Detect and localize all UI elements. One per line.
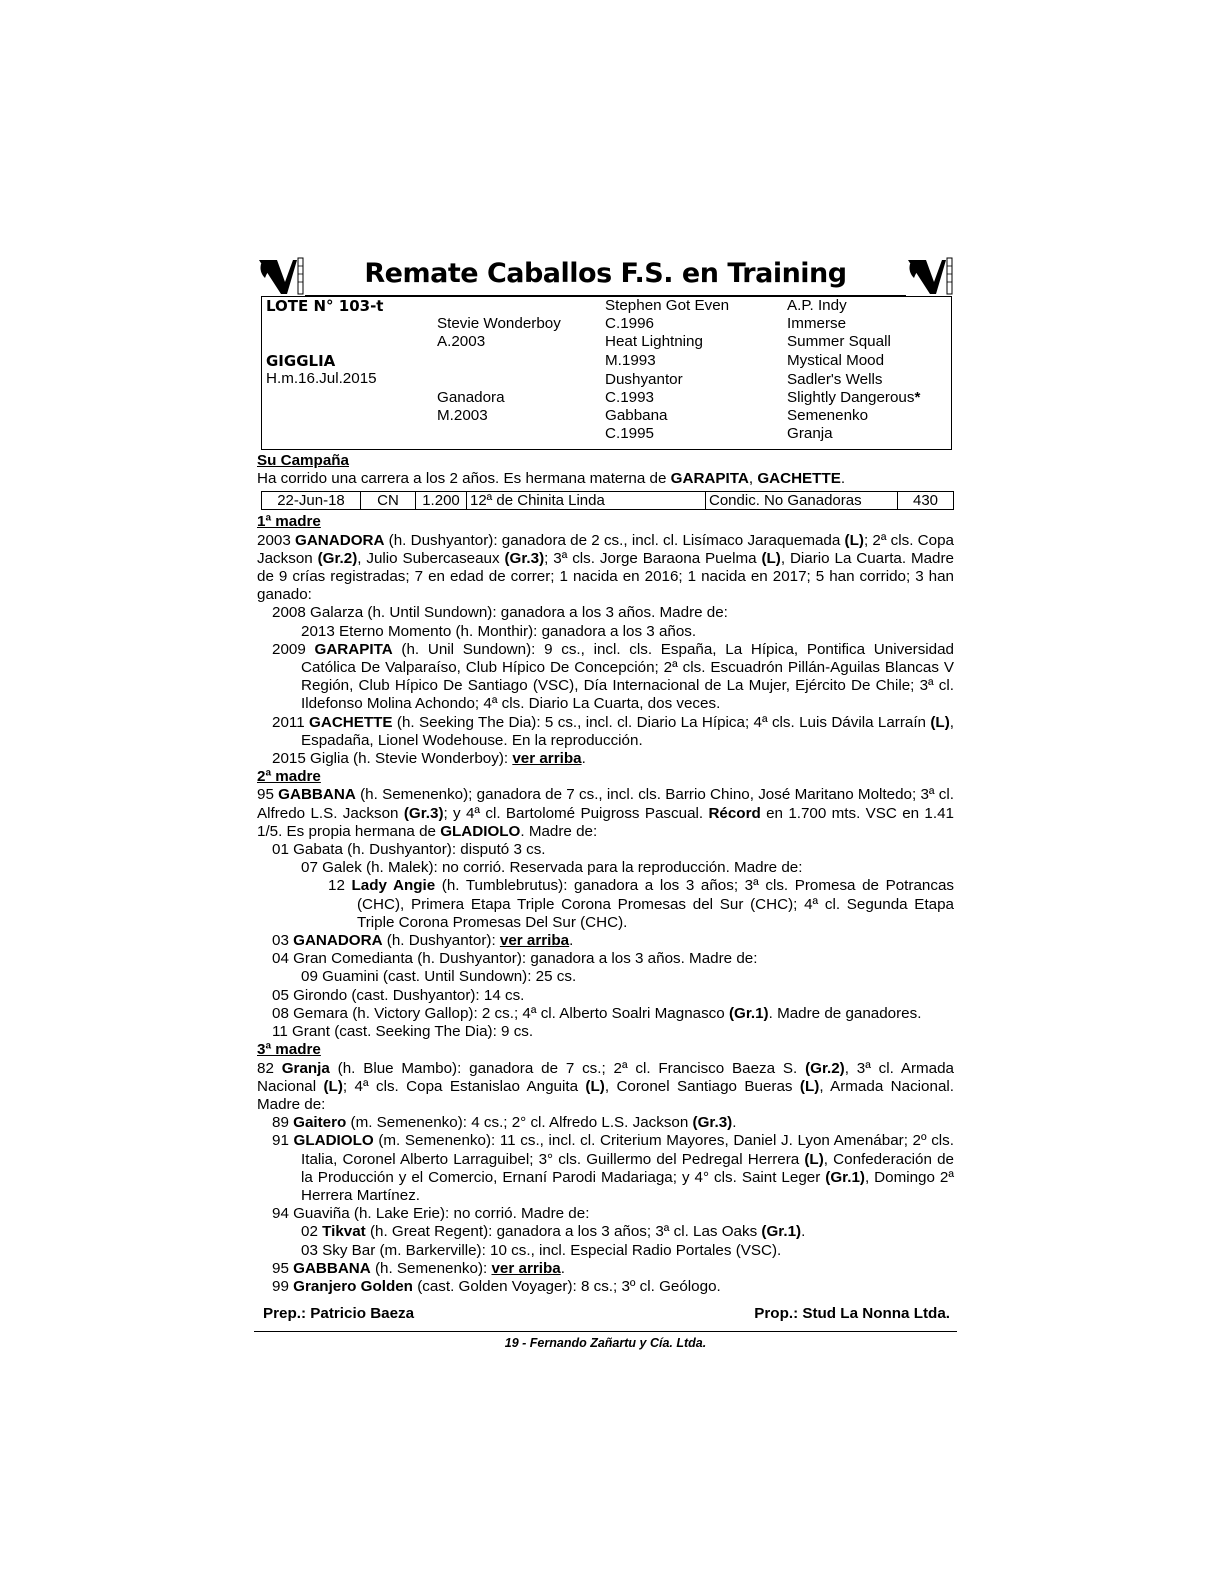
list-item: 01 Gabata (h. Dushyantor): disputó 3 cs. xyxy=(272,841,546,859)
race-weight: 430 xyxy=(898,492,954,510)
horse-description: H.m.16.Jul.2015 xyxy=(266,370,377,387)
list-item: 91 GLADIOLO (m. Semenenko): 11 cs., incl. cl. Criterium Mayores, Daniel J. Lyon Amenábar; 2º cls. Italia, Coronel Alberto Larraguibel; 3° cls. Guillermo del Pedregal Herrera (L), Confederación de la Producción y el Comercio, Ernaní Parodi Madariaga; y 4° cls. Saint Leger (Gr.1), Domingo 2ª Herrera Martínez. xyxy=(272,1132,954,1204)
trainer: Prep.: Patricio Baeza xyxy=(263,1305,415,1323)
stud-logo-icon xyxy=(257,256,305,296)
list-item: 11 Grant (cast. Seeking The Dia): 9 cs. xyxy=(272,1023,534,1041)
footer-credits xyxy=(257,1305,954,1323)
second-dam-heading: 2ª madre xyxy=(257,768,321,786)
campaign-heading: Su Campaña xyxy=(257,452,349,469)
race-distance: 1.200 xyxy=(416,492,467,510)
dam-sire-name: Dushyantor xyxy=(605,371,683,388)
ancestor-ddd: Granja xyxy=(787,425,833,442)
list-item: 02 Tikvat (h. Great Regent): ganadora a los 3 años; 3ª cl. Las Oaks (Gr.1). xyxy=(301,1223,806,1241)
list-item: 07 Galek (h. Malek): no corrió. Reservada para la reproducción. Madre de: xyxy=(301,859,803,877)
page-header xyxy=(257,250,954,296)
stud-logo-icon xyxy=(906,256,954,296)
first-dam-heading: 1ª madre xyxy=(257,513,321,531)
first-dam-intro: 2003 GANADORA (h. Dushyantor): ganadora de 2 cs., incl. cl. Lisímaco Jaraquemada (L); 2ª cls. Copa Jackson (Gr.2), Julio Subercaseaux (Gr.3); 3ª cls. Jorge Baraona Puelma (L), Diario La Cuarta. Madre de 9 crías registradas; 7 en edad de correr; 1 nacida en 2016; 1 nacida en 2017; 5 han corrido; 3 han ganado: xyxy=(257,531,955,604)
dam-sire-info: C.1993 xyxy=(605,389,654,406)
list-item: 04 Gran Comedianta (h. Dushyantor): ganadora a los 3 años. Madre de: xyxy=(272,950,758,968)
list-item: 95 GABBANA (h. Semenenko): ver arriba. xyxy=(272,1259,565,1277)
list-item: 89 Gaitero (m. Semenenko): 4 cs.; 2° cl. Alfredo L.S. Jackson (Gr.3). xyxy=(272,1114,737,1132)
sire-dam-info: M.1993 xyxy=(605,352,656,369)
dam-info: M.2003 xyxy=(437,407,488,424)
race-track: CN xyxy=(361,492,416,510)
second-dam-intro: 95 GABBANA (h. Semenenko); ganadora de 7 cs., incl. cls. Barrio Chino, José Maritano Moltedo; 3ª cl. Alfredo L.S. Jackson (Gr.3); y 4ª cl. Bartolomé Puigross Pascual. Récord en 1.700 mts. VSC en 1.41 1/5. Es propia hermana de GLADIOLO. Madre de: xyxy=(257,786,954,840)
dam-dam-info: C.1995 xyxy=(605,425,654,442)
list-item: 05 Girondo (cast. Dushyantor): 14 cs. xyxy=(272,986,525,1004)
sire-name: Stevie Wonderboy xyxy=(437,315,561,332)
list-item: 03 GANADORA (h. Dushyantor): ver arriba. xyxy=(272,932,574,950)
list-item: 2015 Giglia (h. Stevie Wonderboy): ver arriba. xyxy=(272,750,586,768)
list-item: 2011 GACHETTE (h. Seeking The Dia): 5 cs., incl. cl. Diario La Hípica; 4ª cls. Luis Dávila Larraín (L), Espadaña, Lionel Wodehouse. En la reproducción. xyxy=(272,713,954,749)
table-row xyxy=(262,492,954,510)
list-item: 99 Granjero Golden (cast. Golden Voyager): 8 cs.; 3º cl. Geólogo. xyxy=(272,1277,721,1295)
sire-info: A.2003 xyxy=(437,333,486,350)
race-date: 22-Jun-18 xyxy=(262,492,361,510)
list-item: 2009 GARAPITA (h. Unil Sundown): 9 cs., incl. cls. España, La Hípica, Pontifica Universidad Católica De Valparaíso, Club Hípico De Concepción; 2ª cls. Escuadrón Pillán-Aguilas Blancas V Región, Club Hípico De Santiago (VSC), Día Internacional de La Mujer, Ejército De Chile; 3ª cl. Ildefonso Molina Achondo; 4ª cls. Diario La Cuarta, dos veces. xyxy=(272,640,955,713)
third-dam-intro: 82 Granja (h. Blue Mambo): ganadora de 7 cs.; 2ª cl. Francisco Baeza S. (Gr.2), 3ª cl. Armada Nacional (L); 4ª cls. Copa Estanislao Anguita (L), Coronel Santiago Bueras (L), Armada Nacional. Madre de: xyxy=(257,1059,954,1113)
pedigree-box xyxy=(261,296,952,450)
list-item: 08 Gemara (h. Victory Gallop): 2 cs.; 4ª cl. Alberto Soalri Magnasco (Gr.1). Madre de ganadores. xyxy=(272,1004,922,1022)
list-item: 03 Sky Bar (m. Barkerville): 10 cs., incl. Especial Radio Portales (VSC). xyxy=(301,1241,782,1259)
ancestor-ssd: Immerse xyxy=(787,315,847,332)
footer-rule xyxy=(254,1331,957,1332)
owner: Prop.: Stud La Nonna Ltda. xyxy=(754,1305,950,1323)
lot-number: LOTE N° 103-t xyxy=(266,297,384,315)
dam-name: Ganadora xyxy=(437,389,505,406)
page-title: Remate Caballos F.S. en Training xyxy=(364,258,847,289)
dam-dam-name: Gabbana xyxy=(605,407,668,424)
see-above-link: ver arriba xyxy=(491,1259,561,1277)
race-result: 12ª de Chinita Linda xyxy=(467,492,706,510)
ancestor-dss: Sadler's Wells xyxy=(787,371,883,388)
page-number: 19 - Fernando Zañartu y Cía. Ltda. xyxy=(504,1336,707,1351)
list-item: 2013 Eterno Momento (h. Monthir): ganadora a los 3 años. xyxy=(301,622,697,640)
ancestor-dds: Semenenko xyxy=(787,407,869,424)
list-item: 09 Guamini (cast. Until Sundown): 25 cs. xyxy=(301,968,577,986)
horse-name: GIGGLIA xyxy=(266,352,336,370)
ancestor-sss: A.P. Indy xyxy=(787,297,847,314)
sire-sire-info: C.1996 xyxy=(605,315,654,332)
list-item: 2008 Galarza (h. Until Sundown): ganadora a los 3 años. Madre de: xyxy=(272,604,728,622)
see-above-link: ver arriba xyxy=(499,932,570,950)
race-condition: Condic. No Ganadoras xyxy=(706,492,898,510)
list-item: 94 Guaviña (h. Lake Erie): no corrió. Madre de: xyxy=(272,1205,590,1223)
ancestor-dsd: Slightly Dangerous* xyxy=(787,389,921,406)
ancestor-sds: Summer Squall xyxy=(787,333,891,350)
see-above-link: ver arriba xyxy=(512,750,582,768)
third-dam-heading: 3ª madre xyxy=(257,1041,321,1059)
catalog-page xyxy=(257,250,954,1353)
campaign-text: Ha corrido una carrera a los 2 años. Es hermana materna de GARAPITA, GACHETTE. xyxy=(257,470,846,488)
list-item: 12 Lady Angie (h. Tumblebrutus): ganadora a los 3 años; 3ª cls. Promesa de Potrancas (CHC), Primera Etapa Triple Corona Promesas del Sur (CHC); 4ª cl. Segunda Etapa Triple Corona Promesas Del Sur (CHC). xyxy=(328,877,954,931)
sire-sire-name: Stephen Got Even xyxy=(605,297,730,314)
ancestor-sdd: Mystical Mood xyxy=(787,352,885,369)
race-record-table xyxy=(261,491,954,510)
asterisk-mark: * xyxy=(914,389,921,406)
sire-dam-name: Heat Lightning xyxy=(605,333,703,350)
